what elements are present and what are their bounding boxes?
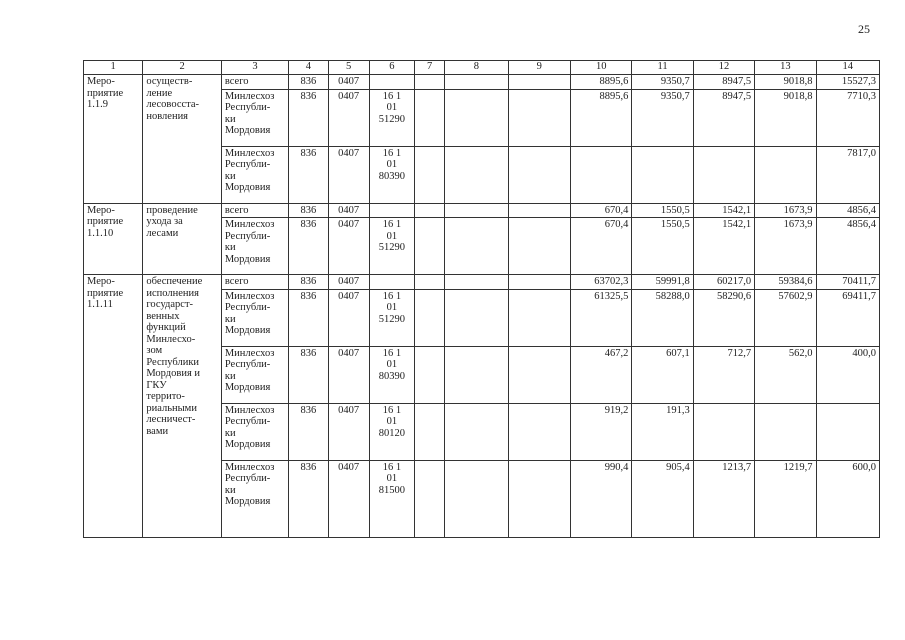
column-header: 4 [289,61,328,75]
measure-name: осуществ- ление лесовосста- новления [143,75,221,204]
cell: 1550,5 [632,218,693,275]
cell: 58288,0 [632,289,693,346]
cell [369,275,414,290]
cell: Минлесхоз Республи- ки Мордовия [221,89,288,146]
column-header: 8 [445,61,508,75]
cell [445,146,508,203]
cell: 670,4 [571,203,632,218]
cell [415,203,445,218]
table-row [84,203,880,218]
cell: Минлесхоз Республи- ки Мордовия [221,289,288,346]
cell [508,218,570,275]
cell: 191,3 [632,403,693,460]
column-header: 10 [571,61,632,75]
cell: 0407 [328,146,369,203]
cell: 70411,7 [816,275,880,290]
cell: 9350,7 [632,89,693,146]
measure-id: Меро- приятие 1.1.11 [84,275,143,538]
column-header: 5 [328,61,369,75]
cell [755,146,816,203]
cell [369,203,414,218]
cell: 16 1 01 80390 [369,146,414,203]
cell: 836 [289,403,328,460]
cell [415,89,445,146]
cell: 7817,0 [816,146,880,203]
cell: 1542,1 [693,203,754,218]
cell: 69411,7 [816,289,880,346]
cell: 0407 [328,289,369,346]
cell: 7710,3 [816,89,880,146]
cell [508,403,570,460]
column-header: 14 [816,61,880,75]
cell [415,289,445,346]
cell: всего [221,75,288,90]
column-header: 9 [508,61,570,75]
cell: 1219,7 [755,460,816,537]
cell: 0407 [328,75,369,90]
cell: 0407 [328,403,369,460]
cell: 9018,8 [755,75,816,90]
measure-id: Меро- приятие 1.1.10 [84,203,143,275]
cell [755,403,816,460]
cell: 836 [289,75,328,90]
cell: 1213,7 [693,460,754,537]
cell: Минлесхоз Республи- ки Мордовия [221,218,288,275]
cell: 0407 [328,203,369,218]
cell: 16 1 01 81500 [369,460,414,537]
cell: Минлесхоз Республи- ки Мордовия [221,146,288,203]
cell: 919,2 [571,403,632,460]
cell [445,403,508,460]
cell: всего [221,275,288,290]
cell: 16 1 01 51290 [369,289,414,346]
cell [508,75,570,90]
cell [445,89,508,146]
column-header: 3 [221,61,288,75]
measure-name: обеспечение исполнения государст- венных функций Минлесхо- зом Республики Мордовия и ГКУ террито- риальными лесничест- вами [143,275,221,538]
header-row [84,61,880,75]
cell: 1542,1 [693,218,754,275]
cell: Минлесхоз Республи- ки Мордовия [221,346,288,403]
cell: Минлесхоз Республи- ки Мордовия [221,460,288,537]
cell [445,75,508,90]
cell: 16 1 01 80390 [369,346,414,403]
page-number: 25 [858,22,870,36]
cell: 467,2 [571,346,632,403]
cell [445,203,508,218]
cell: 905,4 [632,460,693,537]
cell: 562,0 [755,346,816,403]
column-header: 13 [755,61,816,75]
column-header: 1 [84,61,143,75]
cell: 60217,0 [693,275,754,290]
cell: 8895,6 [571,89,632,146]
cell [445,218,508,275]
cell: 61325,5 [571,289,632,346]
cell [415,460,445,537]
cell [508,289,570,346]
cell: 16 1 01 80120 [369,403,414,460]
cell: 400,0 [816,346,880,403]
cell [508,89,570,146]
table-row [84,275,880,290]
cell [415,403,445,460]
column-header: 11 [632,61,693,75]
cell: 990,4 [571,460,632,537]
cell: 0407 [328,460,369,537]
column-header: 2 [143,61,221,75]
measure-id: Меро- приятие 1.1.9 [84,75,143,204]
cell: 8947,5 [693,75,754,90]
cell: 836 [289,203,328,218]
cell [415,75,445,90]
cell [508,275,570,290]
cell: 8947,5 [693,89,754,146]
cell [415,218,445,275]
cell: 0407 [328,275,369,290]
cell [508,203,570,218]
cell: 0407 [328,218,369,275]
measure-name: проведение ухода за лесами [143,203,221,275]
cell: 600,0 [816,460,880,537]
cell: 836 [289,89,328,146]
cell: 836 [289,289,328,346]
cell: 57602,9 [755,289,816,346]
cell [508,460,570,537]
cell [445,275,508,290]
cell [571,146,632,203]
cell [693,146,754,203]
cell: Минлесхоз Республи- ки Мордовия [221,403,288,460]
cell [445,289,508,346]
cell [415,146,445,203]
budget-table [83,60,880,538]
cell: 836 [289,275,328,290]
cell: 1550,5 [632,203,693,218]
cell [415,275,445,290]
column-header: 12 [693,61,754,75]
cell: 63702,3 [571,275,632,290]
cell [508,146,570,203]
cell: всего [221,203,288,218]
cell [369,75,414,90]
cell [632,146,693,203]
cell: 16 1 01 51290 [369,89,414,146]
cell: 59384,6 [755,275,816,290]
cell: 0407 [328,89,369,146]
cell: 836 [289,218,328,275]
cell: 9018,8 [755,89,816,146]
cell [445,346,508,403]
column-header: 7 [415,61,445,75]
cell: 836 [289,346,328,403]
column-header: 6 [369,61,414,75]
cell [693,403,754,460]
cell [445,460,508,537]
cell: 1673,9 [755,203,816,218]
cell: 836 [289,460,328,537]
cell: 712,7 [693,346,754,403]
cell: 0407 [328,346,369,403]
cell: 15527,3 [816,75,880,90]
cell: 4856,4 [816,203,880,218]
cell: 8895,6 [571,75,632,90]
cell: 58290,6 [693,289,754,346]
cell: 9350,7 [632,75,693,90]
cell: 1673,9 [755,218,816,275]
table-row [84,75,880,90]
cell: 836 [289,146,328,203]
cell: 16 1 01 51290 [369,218,414,275]
cell [415,346,445,403]
cell [816,403,880,460]
cell: 670,4 [571,218,632,275]
cell: 4856,4 [816,218,880,275]
cell: 607,1 [632,346,693,403]
cell: 59991,8 [632,275,693,290]
cell [508,346,570,403]
